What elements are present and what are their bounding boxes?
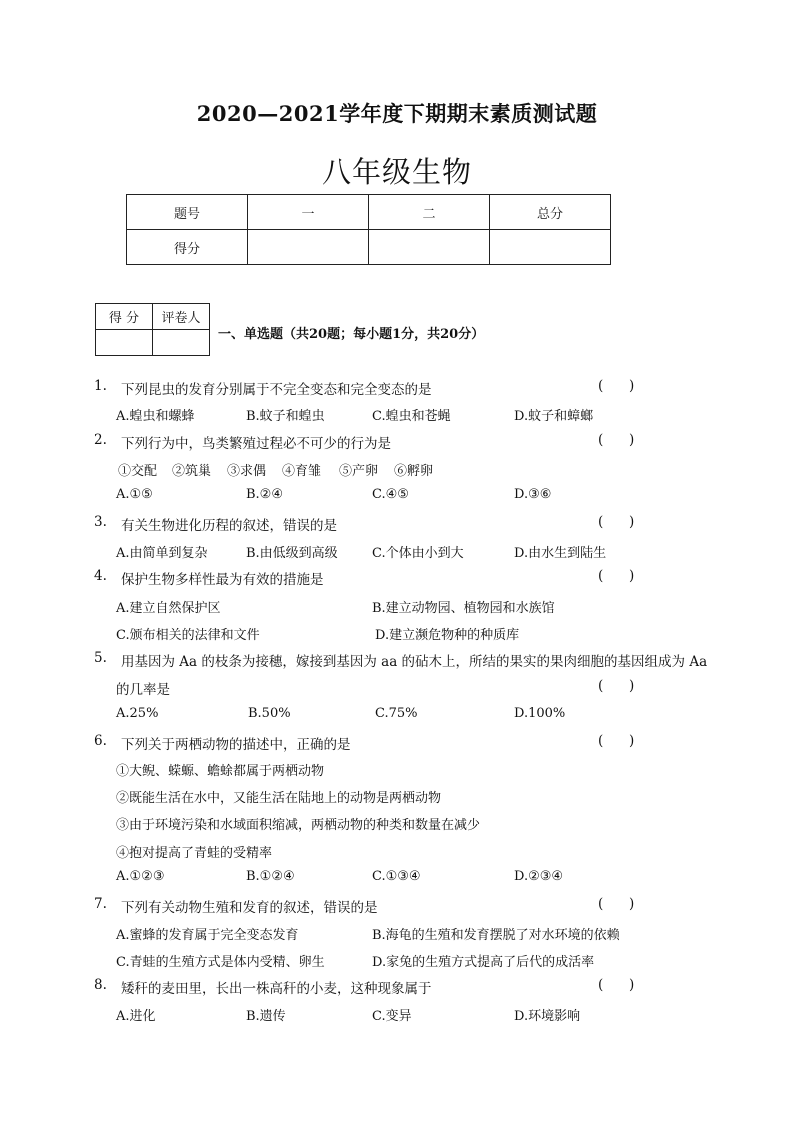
option-c: C.蝗虫和苍蝇	[372, 409, 451, 424]
question-text: 保护生物多样性最为有效的措施是	[121, 572, 324, 588]
option-a: A.由简单到复杂	[116, 546, 208, 561]
option-b: B.②④	[246, 487, 283, 502]
question-number: 7.	[94, 896, 107, 912]
option-c: C.①③④	[372, 869, 421, 884]
page-subtitle: 八年级生物	[321, 155, 472, 189]
answer-blank: ( )	[598, 514, 635, 530]
question-text: 下列昆虫的发育分别属于不完全变态和完全变态的是	[121, 382, 432, 398]
list-item: ②筑巢	[172, 464, 212, 479]
question-text: 有关生物进化历程的叙述，错误的是	[121, 518, 337, 534]
option-c: C.青蛙的生殖方式是体内受精、卵生	[116, 955, 325, 970]
section-title: 一、单选题（共20题；每小题1分，共20分）	[218, 327, 485, 342]
statement-item: ②既能生活在水中，又能生活在陆地上的动物是两栖动物	[116, 791, 442, 806]
option-c: C.75%	[375, 706, 418, 721]
score-table	[126, 194, 611, 265]
question-number: 2.	[94, 432, 107, 448]
grader-name-cell	[153, 330, 210, 356]
score-cell-label: 题号	[127, 195, 248, 230]
grader-score-header: 得 分	[96, 304, 153, 330]
option-a: A.①②③	[116, 869, 165, 884]
question-number: 8.	[94, 977, 107, 993]
grader-table	[95, 303, 210, 356]
question-text: 用基因为 Aa 的枝条为接穗，嫁接到基因为 aa 的砧木上，所结的果实的果肉细胞的基因组成为 Aa	[121, 654, 708, 670]
list-item: ①交配	[118, 464, 158, 479]
option-c: C.④⑤	[372, 487, 409, 502]
question-number: 1.	[94, 378, 107, 394]
option-d: D.由水生到陆生	[514, 546, 607, 561]
grader-name-header: 评卷人	[153, 304, 210, 330]
option-c: C.个体由小到大	[372, 546, 464, 561]
option-b: B.建立动物园、植物园和水族馆	[372, 601, 555, 616]
score-table-score-row	[127, 230, 611, 265]
option-b: B.①②④	[246, 869, 295, 884]
option-b: B.蚊子和蝗虫	[246, 409, 325, 424]
question-number: 5.	[94, 650, 107, 666]
list-item: ⑤产卵	[339, 464, 379, 479]
score-cell-total: 总分	[490, 195, 611, 230]
question-text: 矮秆的麦田里，长出一株高秆的小麦，这种现象属于	[121, 981, 432, 997]
score-cell-part2: 二	[369, 195, 490, 230]
answer-blank: ( )	[598, 977, 635, 993]
answer-blank: ( )	[598, 896, 635, 912]
grader-blank-row	[96, 330, 210, 356]
score-cell-score-1	[248, 230, 369, 265]
option-c: C.颁布相关的法律和文件	[116, 628, 260, 643]
score-cell-score-total	[490, 230, 611, 265]
grader-score-cell	[96, 330, 153, 356]
option-a: A.①⑤	[116, 487, 153, 502]
answer-blank: ( )	[598, 678, 635, 694]
option-d: D.蚊子和蟑螂	[514, 409, 594, 424]
option-b: B.由低级到高级	[246, 546, 338, 561]
score-cell-score-2	[369, 230, 490, 265]
option-d: D.③⑥	[514, 487, 552, 502]
question-text: 下列行为中，鸟类繁殖过程必不可少的行为是	[121, 436, 391, 452]
option-a: A.蝗虫和螺蜂	[116, 409, 195, 424]
score-cell-part1: 一	[248, 195, 369, 230]
option-b: B.50%	[248, 706, 291, 721]
option-a: A.进化	[116, 1009, 156, 1024]
option-d: D.②③④	[514, 869, 564, 884]
list-item: ④育雏	[282, 464, 322, 479]
option-b: B.海龟的生殖和发育摆脱了对水环境的依赖	[372, 928, 620, 943]
option-a: A.蜜蜂的发育属于完全变态发育	[116, 928, 299, 943]
score-cell-score-label: 得分	[127, 230, 248, 265]
statement-item: ③由于环境污染和水域面积缩减，两栖动物的种类和数量在减少	[116, 818, 481, 833]
option-d: D.100%	[514, 706, 566, 721]
option-d: D.家兔的生殖方式提高了后代的成活率	[372, 955, 595, 970]
list-item: ⑥孵卵	[394, 464, 434, 479]
answer-blank: ( )	[598, 733, 635, 749]
option-d: D.建立濒危物种的种质库	[375, 628, 520, 643]
statement-item: ①大鲵、蝾螈、蟾蜍都属于两栖动物	[116, 764, 325, 779]
question-number: 4.	[94, 568, 107, 584]
option-a: A.25%	[116, 706, 159, 721]
answer-blank: ( )	[598, 432, 635, 448]
option-d: D.环境影响	[514, 1009, 581, 1024]
page-title: 2020—2021学年度下期期末素质测试题	[196, 101, 598, 126]
list-item: ③求偶	[227, 464, 267, 479]
score-table-header-row	[127, 195, 611, 230]
option-b: B.遗传	[246, 1009, 286, 1024]
question-number: 3.	[94, 514, 107, 530]
question-text-continued: 的几率是	[116, 682, 170, 698]
question-text: 下列关于两栖动物的描述中，正确的是	[121, 737, 351, 753]
question-number: 6.	[94, 733, 107, 749]
answer-blank: ( )	[598, 378, 635, 394]
statement-item: ④抱对提高了青蛙的受精率	[116, 846, 273, 861]
grader-header-row	[96, 304, 210, 330]
answer-blank: ( )	[598, 568, 635, 584]
option-a: A.建立自然保护区	[116, 601, 221, 616]
option-c: C.变异	[372, 1009, 412, 1024]
question-text: 下列有关动物生殖和发育的叙述，错误的是	[121, 900, 378, 916]
